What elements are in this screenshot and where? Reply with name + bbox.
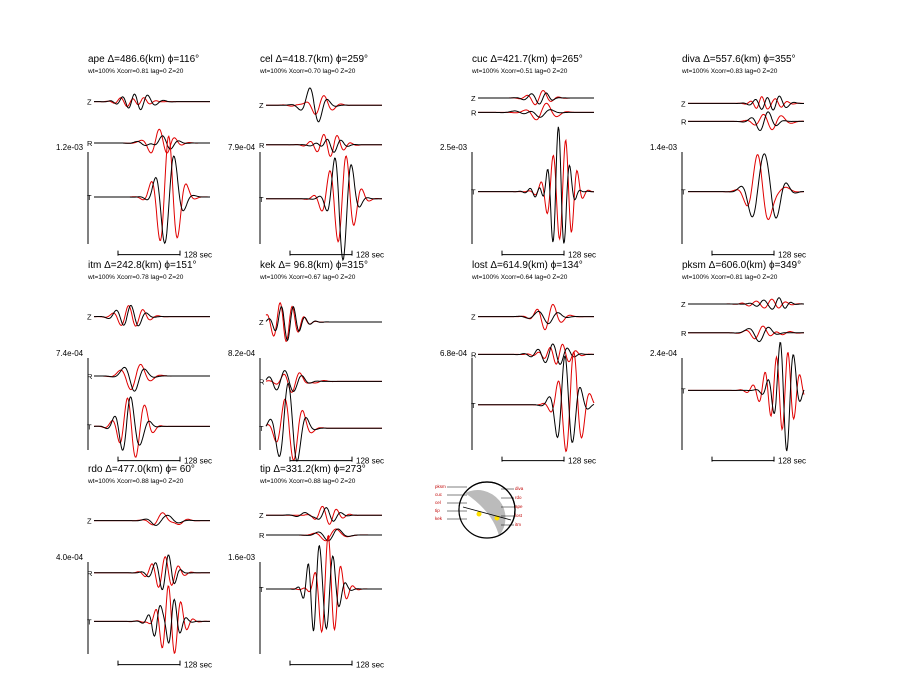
amplitude-label: 6.8e-04 <box>440 349 468 358</box>
amplitude-label: 7.4e-04 <box>56 349 84 358</box>
component-label-Z: Z <box>87 97 92 107</box>
station-panel-diva <box>650 54 806 260</box>
component-label-Z: Z <box>87 516 92 526</box>
time-scale-label: 128 sec <box>356 250 385 260</box>
station-title: rdo Δ=477.0(km) ϕ= 60° <box>88 464 195 475</box>
synthetic-trace-R <box>688 114 804 129</box>
observed-trace-R <box>266 371 382 392</box>
beachball-station-cel: cel <box>435 500 441 505</box>
beachball-station-pksm: pksm <box>435 484 446 489</box>
observed-trace-T <box>266 158 385 260</box>
station-panel-rdo <box>56 464 212 670</box>
component-label-R: R <box>259 531 265 540</box>
station-title: cuc Δ=421.7(km) ϕ=265° <box>472 54 583 65</box>
beachball-station-ape: ape <box>515 504 523 509</box>
station-panel-cuc <box>440 54 596 260</box>
component-label-R: R <box>471 108 477 118</box>
component-label-T: T <box>471 400 476 410</box>
time-scale-label: 128 sec <box>778 250 807 260</box>
synthetic-trace-T <box>266 536 382 632</box>
synthetic-trace-T <box>478 140 594 239</box>
component-label-T: T <box>259 194 264 204</box>
beachball <box>435 482 524 539</box>
amplitude-label: 4.0e-04 <box>56 553 84 562</box>
observed-trace-R <box>266 529 382 541</box>
station-title: lost Δ=614.9(km) ϕ=134° <box>472 260 583 271</box>
component-label-R: R <box>681 117 687 127</box>
station-panel-cel <box>228 54 384 260</box>
component-label-Z: Z <box>471 312 476 322</box>
station-params: wt=100% Xcorr=0.70 lag=0 Z=20 <box>260 68 356 75</box>
station-title: kek Δ= 96.8(km) ϕ=315° <box>260 260 368 271</box>
component-label-T: T <box>259 585 264 594</box>
beachball-station-itm: itm <box>515 522 521 527</box>
component-label-R: R <box>681 328 687 338</box>
component-label-Z: Z <box>259 511 264 521</box>
observed-trace-T <box>94 156 210 243</box>
station-panel-tip <box>228 464 384 670</box>
time-scale-label: 128 sec <box>184 660 213 670</box>
component-label-T: T <box>259 424 264 434</box>
observed-trace-R <box>266 139 382 152</box>
synthetic-trace-R <box>266 373 382 393</box>
station-params: wt=100% Xcorr=0.88 lag=0 Z=20 <box>88 478 184 485</box>
station-title: pksm Δ=606.0(km) ϕ=349° <box>682 260 802 271</box>
component-label-T: T <box>87 193 92 202</box>
station-params: wt=100% Xcorr=0.78 lag=0 Z=20 <box>88 274 184 281</box>
amplitude-label: 1.4e-03 <box>650 143 678 152</box>
station-panel-ape <box>56 54 212 260</box>
observed-trace-R <box>688 327 804 341</box>
observed-trace-Z <box>478 311 594 323</box>
synthetic-trace-T <box>94 398 210 457</box>
amplitude-label: 1.6e-03 <box>228 553 256 562</box>
component-label-T: T <box>681 187 686 197</box>
station-title: ape Δ=486.6(km) ϕ=116° <box>88 54 200 65</box>
beachball-station-cuc: cuc <box>435 492 443 497</box>
station-panel-pksm <box>650 260 806 466</box>
component-label-Z: Z <box>259 101 264 111</box>
time-scale-label: 128 sec <box>568 250 597 260</box>
time-scale-label: 128 sec <box>356 456 385 466</box>
component-label-R: R <box>87 139 93 148</box>
observed-trace-R <box>688 112 804 131</box>
component-label-Z: Z <box>259 318 264 327</box>
component-label-Z: Z <box>87 312 92 322</box>
component-label-T: T <box>87 422 92 432</box>
time-scale-label: 128 sec <box>184 250 213 260</box>
component-label-R: R <box>259 140 265 150</box>
station-params: wt=100% Xcorr=0.64 lag=0 Z=20 <box>472 274 568 281</box>
station-title: itm Δ=242.8(km) ϕ=151° <box>88 260 197 271</box>
component-label-R: R <box>87 568 93 578</box>
beachball-station-diva: diva <box>515 486 524 491</box>
station-title: cel Δ=418.7(km) ϕ=259° <box>260 54 368 65</box>
station-params: wt=100% Xcorr=0.81 lag=0 Z=20 <box>88 68 184 75</box>
beachball-station-tip: tip <box>435 508 440 513</box>
component-label-Z: Z <box>681 99 686 109</box>
time-scale-label: 128 sec <box>568 456 597 466</box>
station-params: wt=100% Xcorr=0.88 lag=0 Z=20 <box>260 478 356 485</box>
station-params: wt=100% Xcorr=0.83 lag=0 Z=20 <box>682 68 778 75</box>
synthetic-trace-T <box>94 586 210 653</box>
component-label-T: T <box>681 386 686 396</box>
observed-trace-R <box>94 367 210 391</box>
station-panel-lost <box>440 260 596 466</box>
station-title: diva Δ=557.6(km) ϕ=355° <box>682 54 796 65</box>
observed-trace-Z <box>94 515 210 525</box>
observed-trace-Z <box>266 88 382 122</box>
observed-trace-Z <box>688 96 804 110</box>
component-label-R: R <box>259 377 265 387</box>
synthetic-trace-T <box>688 155 804 220</box>
time-scale-label: 128 sec <box>778 456 807 466</box>
observed-trace-T <box>266 383 382 461</box>
time-scale-label: 128 sec <box>184 456 213 466</box>
synthetic-trace-R <box>94 129 210 153</box>
station-title: tip Δ=331.2(km) ϕ=273° <box>260 464 366 475</box>
observed-trace-Z <box>266 508 382 522</box>
beachball-station-rdo: rdo <box>515 495 522 500</box>
component-label-R: R <box>87 372 93 381</box>
beachball-t-axis <box>477 512 482 517</box>
beachball-station-kek: kek <box>435 516 443 521</box>
beachball-station-lost: lost <box>515 513 523 518</box>
station-params: wt=100% Xcorr=0.81 lag=0 Z=20 <box>682 274 778 281</box>
station-params: wt=100% Xcorr=0.67 lag=0 Z=20 <box>260 274 356 281</box>
component-label-R: R <box>471 350 477 360</box>
synthetic-trace-R <box>266 134 382 156</box>
component-label-Z: Z <box>681 300 686 309</box>
observed-trace-Z <box>94 305 210 325</box>
observed-trace-T <box>478 356 594 442</box>
amplitude-label: 1.2e-03 <box>56 143 84 152</box>
synthetic-trace-T <box>688 353 804 430</box>
time-scale-label: 128 sec <box>356 660 385 670</box>
component-label-Z: Z <box>471 94 476 103</box>
observed-trace-Z <box>688 298 804 309</box>
station-panel-itm <box>56 260 212 466</box>
observed-trace-T <box>478 127 594 244</box>
station-params: wt=100% Xcorr=0.51 lag=0 Z=20 <box>472 68 568 75</box>
component-label-T: T <box>87 617 92 627</box>
observed-trace-T <box>688 154 804 218</box>
observed-trace-T <box>94 397 210 450</box>
observed-trace-Z <box>478 93 594 104</box>
amplitude-label: 7.9e-04 <box>228 143 256 152</box>
amplitude-label: 8.2e-04 <box>228 349 256 358</box>
station-panel-kek <box>228 260 384 466</box>
observed-trace-R <box>478 110 594 118</box>
amplitude-label: 2.4e-04 <box>650 349 678 358</box>
component-label-T: T <box>471 187 476 197</box>
amplitude-label: 2.5e-03 <box>440 143 468 152</box>
synthetic-trace-R <box>478 103 594 120</box>
